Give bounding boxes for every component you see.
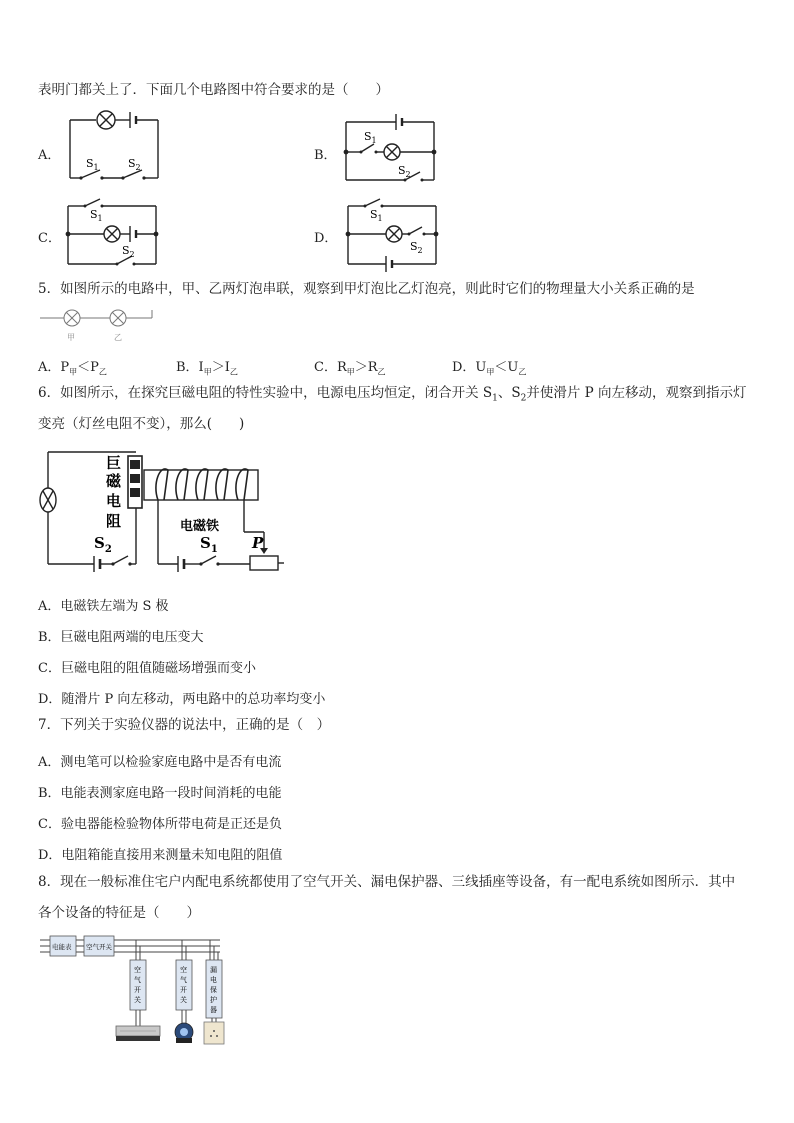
q5-option-b: B．$I_甲>I_乙$ <box>176 360 238 377</box>
q5-option-c: C．$R_甲>R_乙$ <box>314 360 386 377</box>
svg-text:气: 气 <box>180 976 187 984</box>
q6-option-b: B．巨磁电阻两端的电压变大 <box>38 630 204 645</box>
s1-label: $S_1$ <box>86 157 99 172</box>
q4-circuit-a <box>60 106 170 188</box>
svg-text:电: 电 <box>210 976 217 984</box>
q4-option-b-label: B． <box>314 148 337 163</box>
q7-option-d: D．电阻箱能直接用来测量未知电阻的阻值 <box>38 848 283 863</box>
q5-option-a: A．$P_甲<P_乙$ <box>38 360 107 377</box>
q7-option-a: A．测电笔可以检验家庭电路中是否有电流 <box>38 755 282 770</box>
q6-option-c: C．巨磁电阻的阻值随磁场增强而变小 <box>38 661 256 676</box>
svg-text:P: P <box>252 534 264 552</box>
q4-circuit-c <box>60 196 170 272</box>
q8-distribution-diagram <box>40 932 240 1050</box>
svg-text:气: 气 <box>134 976 141 984</box>
svg-text:阻: 阻 <box>106 512 122 530</box>
svg-text:关: 关 <box>180 996 187 1004</box>
svg-text:漏: 漏 <box>210 966 217 974</box>
q7-stem: 7．下列关于实验仪器的说法中，正确的是（ ） <box>38 717 331 733</box>
q8-stem-line2: 各个设备的特征是（ ） <box>38 905 200 921</box>
svg-text:护: 护 <box>210 996 217 1004</box>
q8-stem-line1: 8．现在一般标准住宅户内配电系统都使用了空气开关、漏电保护器、三线插座等设备，有一配电系统如图所示．其中 <box>38 874 736 890</box>
svg-text:S1: $S_1$ <box>364 130 377 145</box>
svg-text:S2: $S_2$ <box>122 244 135 259</box>
q4-stem-tail: 表明门都关上了．下面几个电路图中符合要求的是（ ） <box>38 82 389 98</box>
lamp-icon <box>97 111 115 129</box>
svg-text:S1: $S_1$ <box>370 208 383 223</box>
svg-text:S2: $S_2$ <box>410 240 423 255</box>
svg-text:S1: $S_1$ <box>200 534 218 555</box>
svg-text:开: 开 <box>134 986 141 994</box>
q7-option-b: B．电能表测家庭电路一段时间消耗的电能 <box>38 786 282 801</box>
svg-text:保: 保 <box>210 986 217 994</box>
battery-icon <box>130 112 136 128</box>
q5-option-d: D．$U_甲<U_乙$ <box>452 360 527 377</box>
socket-icon <box>204 1022 224 1044</box>
svg-text:S2: $S_2$ <box>398 164 411 179</box>
water-heater-icon <box>175 1023 193 1043</box>
main-switch-label: 空气开关 <box>86 943 112 951</box>
svg-text:S2: $S_2$ <box>94 534 112 555</box>
q4-circuit-d <box>340 196 450 272</box>
meter-label: 电能表 <box>52 943 72 951</box>
lamp-icon <box>40 488 56 512</box>
q4-option-a-label: A． <box>38 148 61 163</box>
q6-option-d: D．随滑片 P 向左移动，两电路中的总功率均变小 <box>38 692 326 707</box>
lamp-jia-label: 甲 <box>67 333 75 342</box>
q5-circuit <box>38 306 158 346</box>
svg-text:S1: $S_1$ <box>90 208 103 223</box>
air-conditioner-icon <box>116 1026 160 1041</box>
q7-option-c: C．验电器能检验物体所带电荷是正还是负 <box>38 817 282 832</box>
q4-circuit-b <box>338 110 448 186</box>
svg-text:关: 关 <box>134 996 141 1004</box>
svg-text:开: 开 <box>180 986 187 994</box>
q5-stem: 5．如图所示的电路中，甲、乙两灯泡串联，观察到甲灯泡比乙灯泡亮，则此时它们的物理量大小关系正确的是 <box>38 281 695 297</box>
svg-text:电磁铁: 电磁铁 <box>180 519 220 534</box>
q6-circuit <box>40 448 285 576</box>
svg-text:磁: 磁 <box>106 472 122 490</box>
q4-option-c-label: C． <box>38 231 61 246</box>
svg-text:电: 电 <box>106 492 122 510</box>
q6-option-a: A．电磁铁左端为 S 极 <box>38 599 169 614</box>
q4-option-d-label: D． <box>314 231 338 246</box>
q6-stem-line2: 变亮（灯丝电阻不变），那么( ) <box>38 416 245 432</box>
s2-label: $S_2$ <box>128 157 141 172</box>
svg-text:巨: 巨 <box>106 454 122 472</box>
svg-text:空: 空 <box>134 966 141 974</box>
q6-stem-line1: 6．如图所示，在探究巨磁电阻的特性实验中，电源电压均恒定，闭合开关 $S_1$、$S_2$并使滑片 P 向左移动，观察到指示灯 <box>38 385 747 404</box>
svg-text:器: 器 <box>210 1006 217 1014</box>
svg-text:空: 空 <box>180 966 187 974</box>
lamp-yi-label: 乙 <box>114 333 122 342</box>
